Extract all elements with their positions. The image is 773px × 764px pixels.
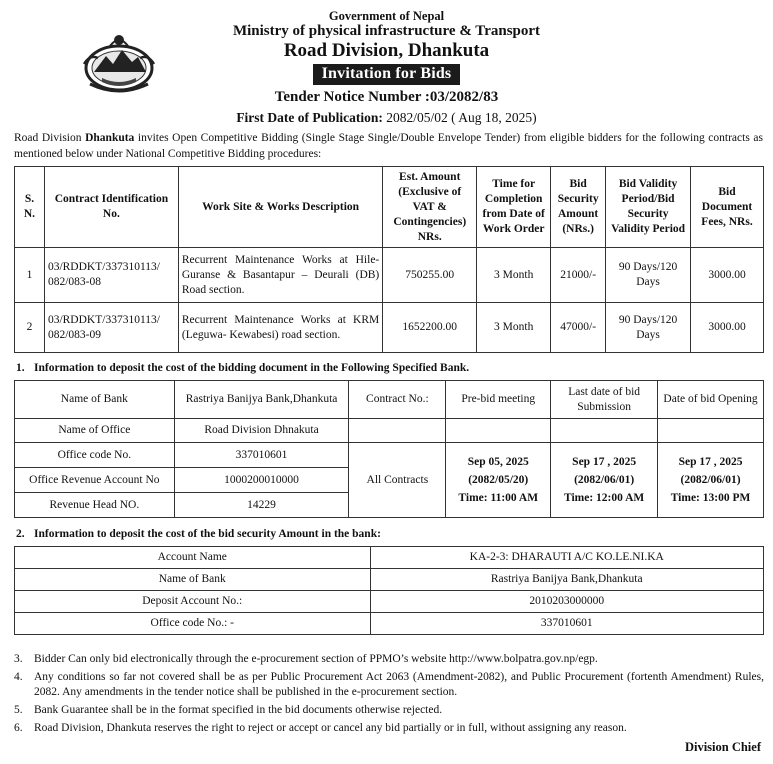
bid-security-table xyxy=(14,546,764,635)
row-time: 3 Month xyxy=(477,248,551,303)
header-fees: Bid Document Fees, NRs. xyxy=(691,167,764,248)
intro-part2: invites Open Competitive Bidding (Single Stage Single/Double Envelope Tender) from eligible bidders for the following contracts as mentioned below under National Competitive Bidding procedures: xyxy=(14,132,763,160)
header-contract-id: Contract Identification No. xyxy=(44,167,178,248)
header-sn: S. N. xyxy=(15,167,45,248)
row-fees: 3000.00 xyxy=(691,248,764,303)
opening-time: Time: 13:00 PM xyxy=(670,492,751,504)
last-date-label: Last date of bid Submission xyxy=(551,381,658,419)
row-contract-id: 03/RDDKT/337310113/ 082/083-08 xyxy=(44,248,178,303)
bank-name-label: Name of Bank xyxy=(15,569,371,591)
list-item xyxy=(14,721,764,736)
opening-cell xyxy=(658,443,764,518)
office-code-value-2: 337010601 xyxy=(370,613,764,635)
section1-heading xyxy=(16,362,469,374)
row-amount: 750255.00 xyxy=(383,248,477,303)
ministry-title: Ministry of physical infrastructure & Transport xyxy=(232,23,541,39)
deposit-account-label: Deposit Account No.: xyxy=(15,591,371,613)
note-text: Road Division, Dhankuta reserves the right to reject or accept or cancel any bid partially or in full, without assigning any reason. xyxy=(34,722,627,734)
table-row xyxy=(15,613,764,635)
header-validity: Bid Validity Period/Bid Security Validity Period xyxy=(606,167,691,248)
row-work: Recurrent Maintenance Works at KRM (Leguwa- Kewabesi) road section. xyxy=(178,303,382,353)
table-row xyxy=(15,569,764,591)
bank-name-value: Rastriya Banijya Bank,Dhankuta xyxy=(370,569,764,591)
row-security: 21000/- xyxy=(551,248,606,303)
note-number: 6. xyxy=(14,722,23,734)
notice-title: Invitation for Bids xyxy=(313,64,461,85)
notice-title-wrap xyxy=(0,64,773,85)
account-name-label: Account Name xyxy=(15,547,371,569)
row-validity: 90 Days/120 Days xyxy=(606,248,691,303)
account-name-value: KA-2-3: DHARAUTI A/C KO.LE.NI.KA xyxy=(370,547,764,569)
header-security: Bid Security Amount (NRs.) xyxy=(551,167,606,248)
notes-list xyxy=(14,652,764,739)
note-text: Bidder Can only bid electronically through the e-procurement section of PPMO’s website http://www.bolpatra.gov.np/egp. xyxy=(34,653,598,665)
first-date-value: 2082/05/02 ( Aug 18, 2025) xyxy=(382,110,537,125)
deposit-account-value: 2010203000000 xyxy=(370,591,764,613)
revenue-account-value: 1000200010000 xyxy=(174,468,349,493)
opening-date: Sep 17 , 2025 xyxy=(678,456,743,468)
prebid-cell xyxy=(446,443,551,518)
opening-label: Date of bid Opening xyxy=(658,381,764,419)
submission-cell xyxy=(551,443,658,518)
division-title: Road Division, Dhankuta xyxy=(283,40,490,61)
office-name-value: Road Division Dhnakuta xyxy=(174,419,349,443)
section1-number: 1. xyxy=(16,362,25,374)
section1-title: Information to deposit the cost of the bidding document in the Following Specified Bank. xyxy=(34,362,470,374)
list-item xyxy=(14,670,764,700)
revenue-head-value: 14229 xyxy=(174,493,349,518)
name-of-bank-value: Rastriya Banijya Bank,Dhankuta xyxy=(174,381,349,419)
note-text: Any conditions so far not covered shall be as per Public Procurement Act 2063 (Amendment-2082), and Public Procurement (fortenth Amendment) Rules, 2082. Any amendments in the tender notice shall be published in the e-procurement section. xyxy=(34,671,764,698)
row-sn: 2 xyxy=(15,303,45,353)
section2-number: 2. xyxy=(16,528,25,540)
row-sn: 1 xyxy=(15,248,45,303)
row-contract-id: 03/RDDKT/337310113/ 082/083-09 xyxy=(44,303,178,353)
row-fees: 3000.00 xyxy=(691,303,764,353)
section2-title: Information to deposit the cost of the bid security Amount in the bank: xyxy=(34,528,381,540)
prebid-label: Pre-bid meeting xyxy=(446,381,551,419)
submission-bs: (2082/06/01) xyxy=(574,474,635,486)
header-work: Work Site & Works Description xyxy=(178,167,382,248)
office-code-value: 337010601 xyxy=(174,443,349,468)
table-row xyxy=(15,547,764,569)
section2-heading xyxy=(16,528,381,540)
row-amount: 1652200.00 xyxy=(383,303,477,353)
government-title: Government of Nepal xyxy=(328,9,445,23)
office-name-label: Name of Office xyxy=(15,419,175,443)
note-text: Bank Guarantee shall be in the format specified in the bid documents otherwise rejected. xyxy=(34,704,443,716)
table-row xyxy=(15,303,764,353)
prebid-time: Time: 11:00 AM xyxy=(458,492,539,504)
row-work: Recurrent Maintenance Works at Hile-Guranse & Basantapur – Deurali (DB) Road section. xyxy=(178,248,382,303)
contract-no-label: Contract No.: xyxy=(349,381,446,419)
tender-notice-number: Tender Notice Number :03/2082/83 xyxy=(274,89,499,105)
revenue-head-label: Revenue Head NO. xyxy=(15,493,175,518)
bank-document-table xyxy=(14,380,764,518)
office-code-label-2: Office code No.: - xyxy=(15,613,371,635)
prebid-date: Sep 05, 2025 xyxy=(467,456,529,468)
intro-bold: Dhankuta xyxy=(85,132,135,144)
opening-bs: (2082/06/01) xyxy=(680,474,741,486)
first-publication-date xyxy=(0,110,773,126)
submission-date: Sep 17 , 2025 xyxy=(572,456,637,468)
signature: Division Chief xyxy=(684,740,761,754)
submission-time: Time: 12:00 AM xyxy=(563,492,645,504)
header-time: Time for Completion from Date of Work Order xyxy=(477,167,551,248)
row-validity: 90 Days/120 Days xyxy=(606,303,691,353)
note-number: 4. xyxy=(14,671,23,683)
note-number: 3. xyxy=(14,653,23,665)
intro-paragraph xyxy=(14,131,763,162)
row-time: 3 Month xyxy=(477,303,551,353)
header-amount: Est. Amount (Exclusive of VAT & Contingencies) NRs. xyxy=(383,167,477,248)
row-security: 47000/- xyxy=(551,303,606,353)
note-number: 5. xyxy=(14,704,23,716)
table-row xyxy=(15,591,764,613)
table-row xyxy=(15,248,764,303)
revenue-account-label: Office Revenue Account No xyxy=(15,468,175,493)
list-item xyxy=(14,652,764,667)
all-contracts: All Contracts xyxy=(349,443,446,518)
list-item xyxy=(14,703,764,718)
contracts-header-row xyxy=(15,167,764,248)
name-of-bank-label: Name of Bank xyxy=(15,381,175,419)
first-date-label: First Date of Publication: xyxy=(236,110,383,125)
intro-part1: Road Division xyxy=(14,132,86,144)
contracts-table xyxy=(14,166,764,353)
prebid-bs: (2082/05/20) xyxy=(468,474,529,486)
office-code-label: Office code No. xyxy=(15,443,175,468)
